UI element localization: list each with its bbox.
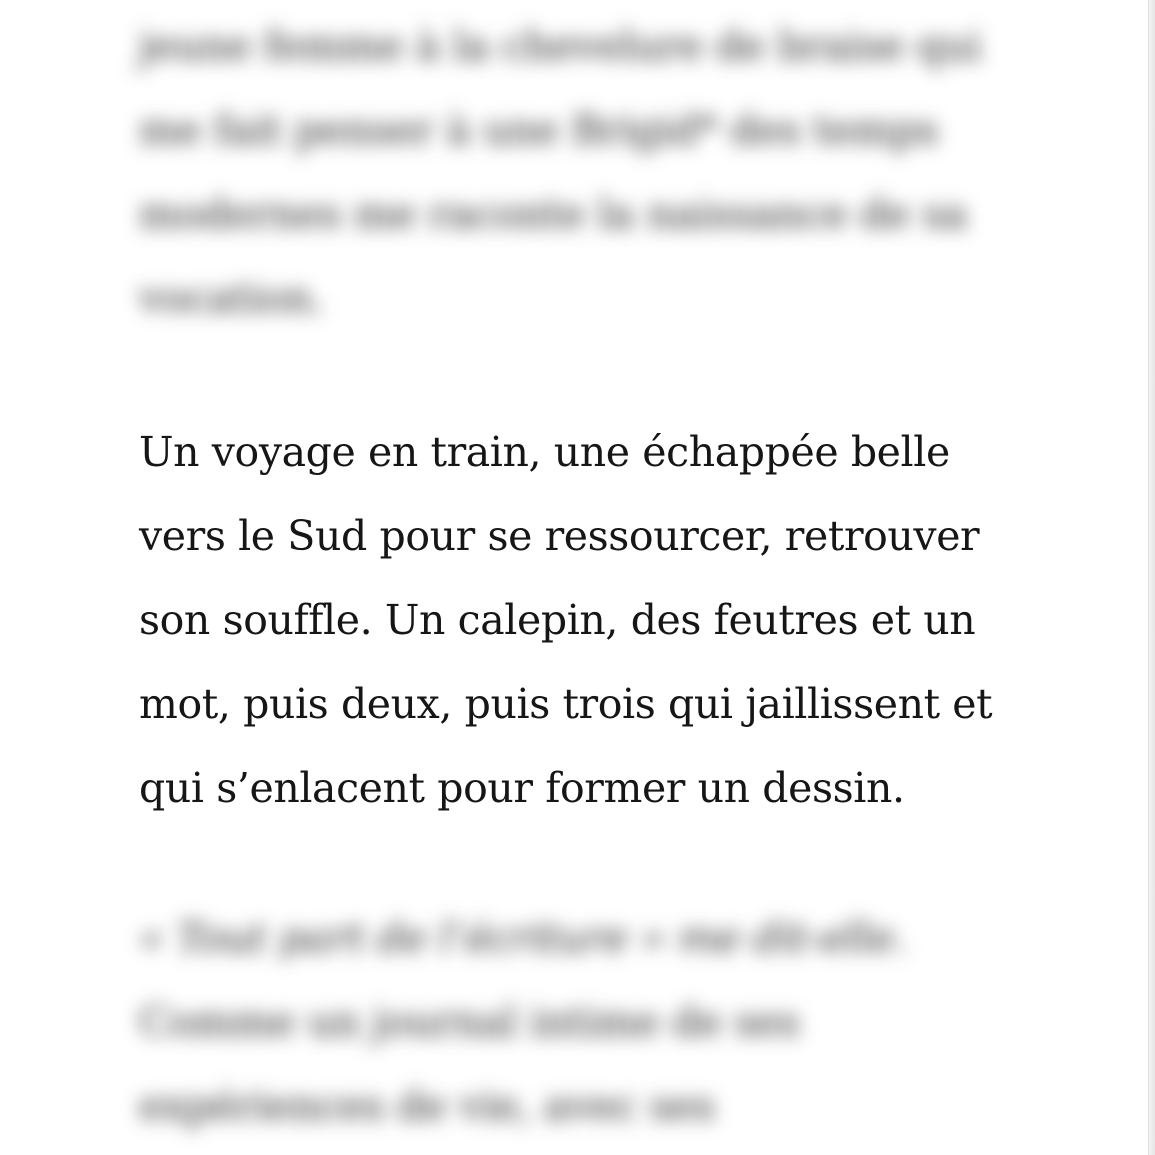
text-line: « Tout part de l’écriture » me dit-elle. (139, 914, 907, 962)
paragraph-main (139, 410, 1044, 830)
paragraph-before-blurred (139, 4, 1044, 340)
text-line: me fait penser à une Brigid* des temps (139, 106, 939, 154)
text-line: Un voyage en train, une échappée belle (139, 428, 950, 476)
text-line: vocation. (139, 274, 325, 322)
text-line: mot, puis deux, puis trois qui jaillissent et (139, 680, 993, 728)
paragraph-after-blurred (139, 896, 1044, 1148)
text-line: son souffle. Un calepin, des feutres et un (139, 596, 976, 644)
text-line: vers le Sud pour se ressourcer, retrouver (139, 512, 980, 560)
text-line: Comme un journal intime de ses (139, 998, 800, 1046)
text-line: modernes me raconte la naissance de sa (139, 190, 968, 238)
text-line: jeune femme à la chevelure de braise qui (139, 22, 982, 70)
text-line: qui s’enlacent pour former un dessin. (139, 764, 905, 812)
scrollbar-track[interactable] (1148, 0, 1155, 1155)
text-line: expériences de vie, avec ses (139, 1082, 715, 1130)
